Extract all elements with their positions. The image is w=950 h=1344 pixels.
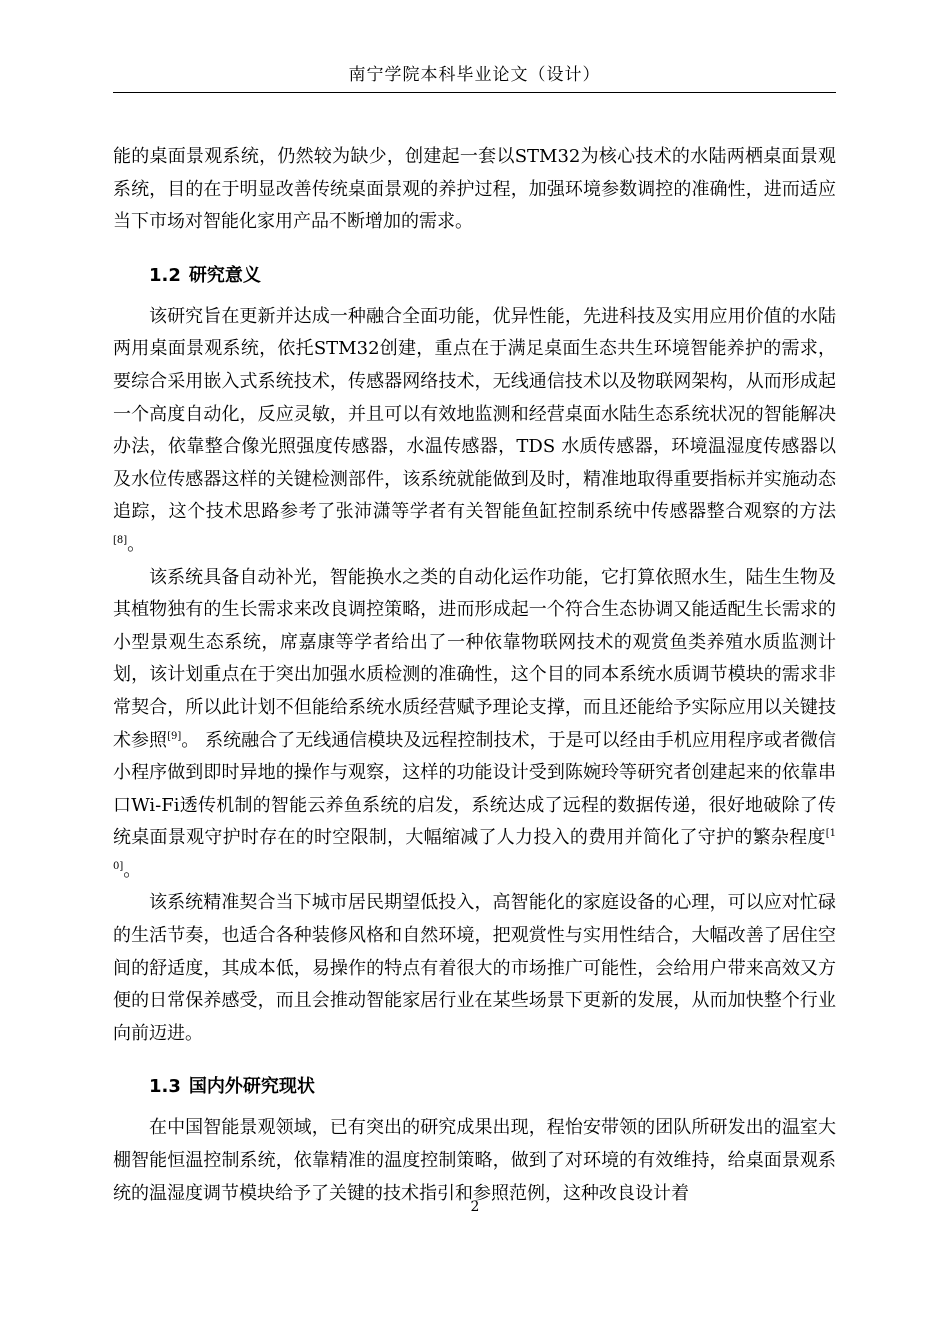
section-number: 1.2	[149, 264, 181, 286]
header-rule	[113, 92, 836, 93]
paragraph-text: 。	[127, 533, 146, 555]
page-number: 2	[470, 1199, 480, 1215]
paragraph-automation	[113, 562, 836, 888]
paragraph-research-significance	[113, 301, 836, 562]
page-body	[113, 141, 836, 1210]
paragraph-continuation: 能的桌面景观系统，仍然较为缺少，创建起一套以STM32为核心技术的水陆两栖桌面景观系统，目的在于明显改善传统桌面景观的养护过程，加强环境参数调控的准确性，进而适应当下市场对智能化家用产品不断增加的需求。	[113, 146, 836, 233]
section-heading-1-3	[113, 1072, 836, 1102]
citation-ref: [9]	[167, 730, 182, 742]
section-heading-1-2	[113, 261, 836, 291]
running-header: 南宁学院本科毕业论文（设计）	[348, 65, 601, 85]
paragraph-text: 。 系统融合了无线通信模块及远程控制技术，于是可以经由手机应用程序或者微信小程序做到即时异地的操作与观察，这样的功能设计受到陈婉玲等研究者创建起来的依靠串口Wi-Fi透传机制的智能云养鱼系统的启发，系统达成了远程的数据传递，很好地破除了传统桌面景观守护时存在的时空限制，大幅缩减了人力投入的费用并简化了守护的繁杂程度	[113, 729, 837, 849]
paragraph-text: 。	[123, 859, 142, 881]
paragraph-text: 该研究旨在更新并达成一种融合全面功能，优异性能，先进科技及实用应用价值的水陆两用桌面景观系统，依托STM32创建，重点在于满足桌面生态共生环境智能养护的需求，要综合采用嵌入式系统技术，传感器网络技术，无线通信技术以及物联网架构，从而形成起一个高度自动化，反应灵敏，并且可以有效地监测和经营桌面水陆生态系统状况的智能解决办法，依靠整合像光照强度传感器，水温传感器，TDS 水质传感器，环境温湿度传感器以及水位传感器这样的关键检测部件，该系统就能做到及时，精准地取得重要指标并实施动态追踪，这个技术思路参考了张沛潇等学者有关智能鱼缸控制系统中传感器整合观察的方法	[113, 305, 836, 523]
citation-ref: [8]	[113, 534, 128, 546]
paragraph-domestic-research: 在中国智能景观领域，已有突出的研究成果出现，程怡安带领的团队所研发出的温室大棚智能恒温控制系统，依靠精准的温度控制策略，做到了对环境的有效维持，给桌面景观系统的温湿度调节模块给予了关键的技术指引和参照范例，这种改良设计着	[113, 1117, 836, 1204]
citation-ref: [10]	[113, 828, 836, 872]
section-title: 研究意义	[188, 264, 261, 286]
paragraph-market: 该系统精准契合当下城市居民期望低投入，高智能化的家庭设备的心理，可以应对忙碌的生活节奏，也适合各种装修风格和自然环境，把观赏性与实用性结合，大幅改善了居住空间的舒适度，其成本低，易操作的特点有着很大的市场推广可能性，会给用户带来高效又方便的日常保养感受，而且会推动智能家居行业在某些场景下更新的发展，从而加快整个行业向前迈进。	[113, 892, 836, 1044]
section-title: 国内外研究现状	[188, 1076, 315, 1098]
paragraph-text: 该系统具备自动补光，智能换水之类的自动化运作功能，它打算依照水生，陆生生物及其植物独有的生长需求来改良调控策略，进而形成起一个符合生态协调又能适配生长需求的小型景观生态系统，席嘉康等学者给出了一种依靠物联网技术的观赏鱼类养殖水质监测计划，该计划重点在于突出加强水质检测的准确性，这个目的同本系统水质调节模块的需求非常契合，所以此计划不但能给系统水质经营赋予理论支撑，而且还能给予实际应用以关键技术参照	[113, 566, 836, 751]
section-number: 1.3	[149, 1076, 181, 1098]
